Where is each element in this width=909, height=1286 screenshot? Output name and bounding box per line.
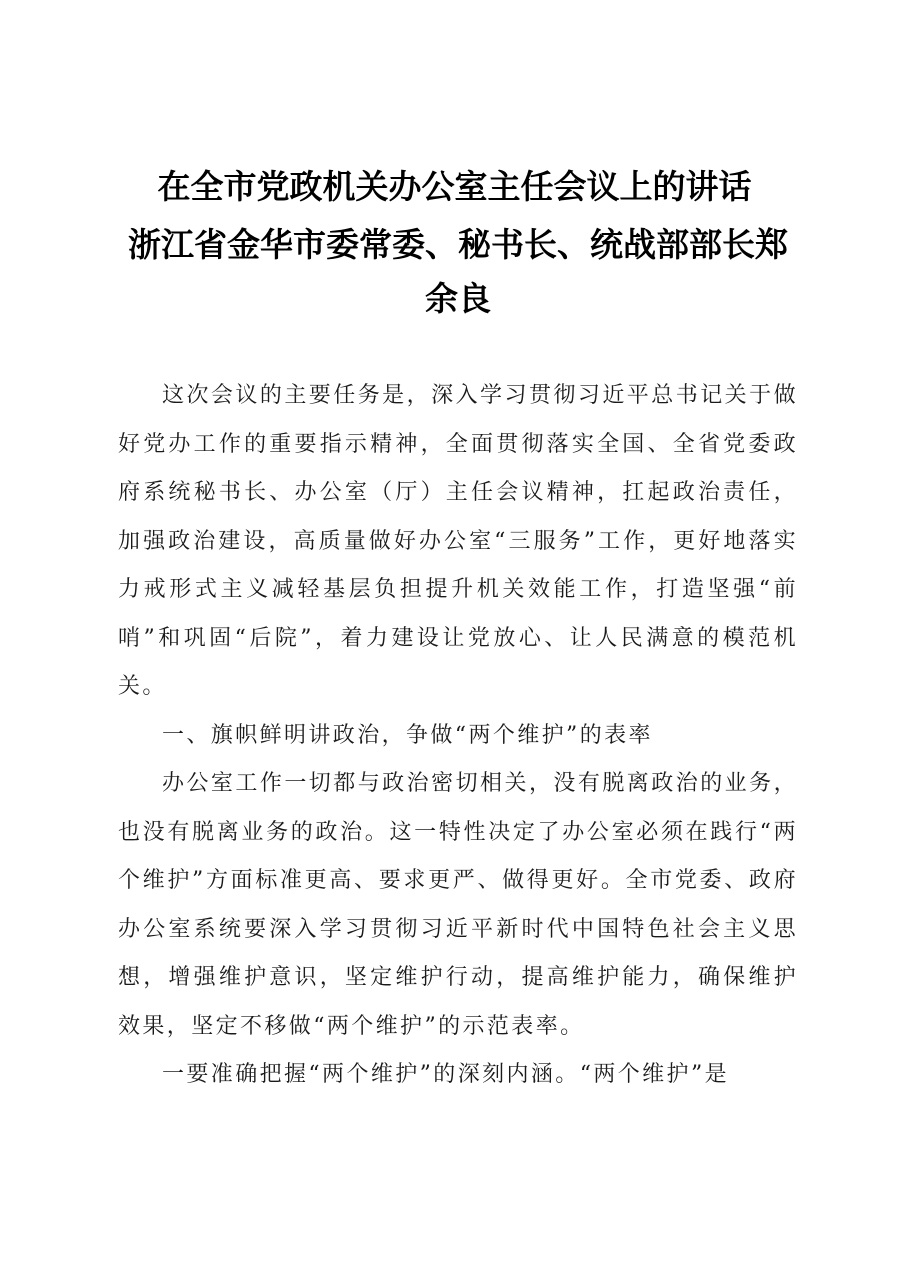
document-body [118, 372, 798, 1100]
paragraph-section-1: 办公室工作一切都与政治密切相关，没有脱离政治的业务，也没有脱离业务的政治。这一特性决定了办公室必须在践行“两个维护”方面标准更高、要求更严、做得更好。全市党委、政府办公室系统要深入学习贯彻习近平新时代中国特色社会主义思想，增强维护意识，坚定维护行动，提高维护能力，确保维护效果，坚定不移做“两个维护”的示范表率。 [118, 771, 798, 1039]
paragraph-intro: 这次会议的主要任务是，深入学习贯彻习近平总书记关于做好党办工作的重要指示精神，全面贯彻落实全国、全省党委政府系统秘书长、办公室（厅）主任会议精神，扛起政治责任，加强政治建设，高质量做好办公室“三服务”工作，更好地落实力戒形式主义减轻基层负担提升机关效能工作，打造坚强“前哨”和巩固“后院”，着力建设让党放心、让人民满意的模范机关。 [118, 383, 798, 699]
document-subtitle: 浙江省金华市委常委、秘书长、统战部部长郑余良 [128, 225, 788, 318]
document-title: 在全市党政机关办公室主任会议上的讲话 [157, 167, 752, 206]
section-heading-1: 一、旗帜鲜明讲政治，争做“两个维护”的表率 [162, 722, 653, 748]
paragraph-point-1: 一要准确把握“两个维护”的深刻内涵。“两个维护”是 [162, 1062, 729, 1087]
